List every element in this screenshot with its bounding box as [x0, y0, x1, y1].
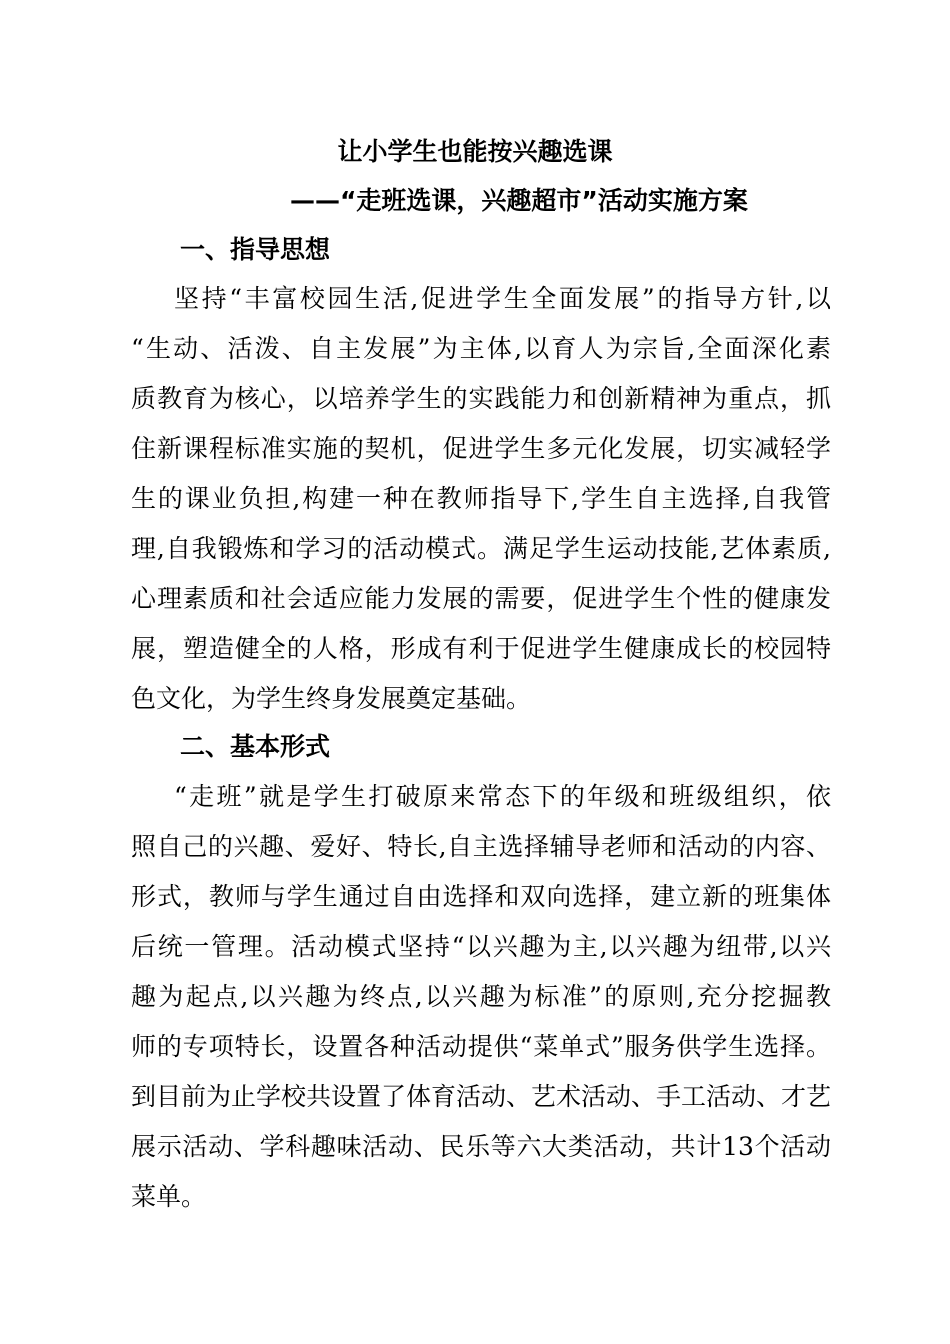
section-heading-basic-form: 二、基本形式 — [180, 732, 331, 761]
paragraph-line: 生的课业负担,构建一种在教师指导下,学生自主选择,自我管 — [131, 484, 831, 513]
paragraph-line: 到目前为止学校共设置了体育活动、艺术活动、手工活动、才艺 — [131, 1082, 832, 1111]
paragraph-line: “走班”就是学生打破原来常态下的年级和班级组织，依 — [174, 782, 831, 811]
paragraph-line: 趣为起点,以兴趣为终点,以兴趣为标准”的原则,充分挖掘教 — [131, 982, 831, 1011]
paragraph-line: 师的专项特长，设置各种活动提供“菜单式”服务供学生选择。 — [131, 1032, 831, 1061]
paragraph-line: 形式，教师与学生通过自由选择和双向选择，建立新的班集体 — [131, 882, 831, 911]
section-paragraph-guiding-ideology — [131, 274, 831, 724]
paragraph-line: 色文化，为学生终身发展奠定基础。 — [131, 684, 532, 713]
paragraph-line: 展示活动、学科趣味活动、民乐等六大类活动，共计13个活动 — [131, 1132, 831, 1161]
section-paragraph-basic-form — [131, 772, 831, 1222]
paragraph-line: 展，塑造健全的人格，形成有利于促进学生健康成长的校园特 — [131, 634, 831, 663]
paragraph-line: 照自己的兴趣、爱好、特长,自主选择辅导老师和活动的内容、 — [131, 832, 831, 861]
paragraph-line: 质教育为核心，以培养学生的实践能力和创新精神为重点，抓 — [131, 384, 831, 413]
paragraph-line: “生动、活泼、自主发展”为主体,以育人为宗旨,全面深化素 — [131, 334, 831, 363]
paragraph-line: 坚持“丰富校园生活,促进学生全面发展”的指导方针,以 — [174, 284, 831, 313]
section-heading-guiding-ideology: 一、指导思想 — [180, 235, 331, 264]
paragraph-line: 理,自我锻炼和学习的活动模式。满足学生运动技能,艺体素质, — [131, 534, 831, 563]
paragraph-line: 菜单。 — [131, 1182, 207, 1211]
document-subtitle: ——“走班选课，兴趣超市”活动实施方案 — [290, 186, 748, 215]
paragraph-line: 心理素质和社会适应能力发展的需要，促进学生个性的健康发 — [131, 584, 831, 613]
document-title: 让小学生也能按兴趣选课 — [337, 137, 613, 166]
paragraph-line: 后统一管理。活动模式坚持“以兴趣为主,以兴趣为纽带,以兴 — [131, 932, 831, 961]
paragraph-line: 住新课程标准实施的契机，促进学生多元化发展，切实减轻学 — [131, 434, 831, 463]
